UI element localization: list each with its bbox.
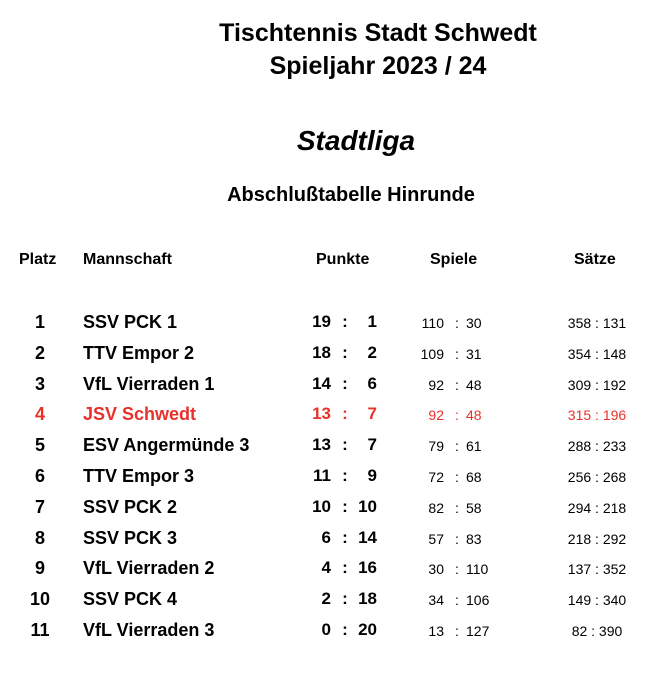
cell-punkte-plus: 6: [321, 528, 331, 547]
column-header-saetze: Sätze: [574, 251, 616, 268]
cell-spiele-minus: 127: [466, 623, 490, 639]
cell-spiele-separator: :: [455, 346, 459, 362]
cell-spiele-plus: 72: [428, 469, 444, 485]
cell-mannschaft: SSV PCK 3: [83, 528, 178, 548]
cell-spiele-plus: 79: [428, 438, 444, 454]
cell-saetze: 256 : 268: [567, 469, 627, 485]
cell-punkte-separator: :: [342, 497, 348, 516]
cell-saetze: 82 : 390: [571, 623, 623, 639]
cell-mannschaft: SSV PCK 1: [83, 312, 178, 332]
cell-platz: 11: [30, 620, 50, 640]
cell-punkte-plus: 10: [312, 497, 331, 516]
cell-platz: 5: [34, 435, 45, 455]
cell-spiele-separator: :: [455, 561, 459, 577]
cell-punkte-plus: 4: [321, 558, 331, 577]
cell-mannschaft: TTV Empor 2: [83, 343, 195, 363]
cell-mannschaft: ESV Angermünde 3: [83, 435, 250, 455]
column-header-punkte: Punkte: [316, 251, 370, 268]
cell-punkte-minus: 7: [367, 404, 377, 423]
table-subtitle: Abschlußtabelle Hinrunde: [227, 184, 475, 206]
cell-punkte-separator: :: [342, 374, 348, 393]
cell-spiele-separator: :: [455, 377, 459, 393]
cell-punkte-separator: :: [342, 312, 348, 331]
cell-spiele-plus: 110: [421, 315, 444, 331]
cell-punkte-plus: 11: [313, 466, 331, 485]
cell-punkte-minus: 9: [367, 466, 377, 485]
cell-mannschaft: TTV Empor 3: [83, 466, 195, 486]
cell-saetze: 137 : 352: [567, 561, 627, 577]
cell-spiele-minus: 31: [466, 346, 482, 362]
cell-platz: 10: [29, 589, 51, 609]
cell-spiele-plus: 92: [428, 407, 444, 423]
cell-platz: 9: [34, 558, 45, 578]
cell-spiele-minus: 83: [466, 531, 482, 547]
cell-platz: 1: [34, 312, 45, 332]
cell-punkte-minus: 7: [367, 435, 377, 454]
cell-punkte-minus: 18: [358, 589, 377, 608]
cell-spiele-plus: 57: [428, 531, 444, 547]
cell-spiele-minus: 61: [466, 438, 482, 454]
league-title: Stadtliga: [296, 125, 416, 156]
season-title: Spieljahr 2023 / 24: [269, 52, 487, 80]
table-row: [0, 589, 658, 619]
cell-platz: 3: [34, 374, 45, 394]
table-row: [0, 620, 658, 650]
cell-mannschaft: VfL Vierraden 3: [83, 620, 215, 640]
cell-spiele-separator: :: [455, 315, 459, 331]
cell-punkte-separator: :: [342, 466, 348, 485]
cell-punkte-separator: :: [342, 620, 348, 639]
cell-spiele-minus: 48: [466, 407, 482, 423]
cell-saetze: 309 : 192: [567, 377, 627, 393]
table-row: [0, 343, 658, 373]
cell-mannschaft: JSV Schwedt: [83, 404, 197, 424]
table-row: [0, 497, 658, 527]
cell-spiele-separator: :: [455, 469, 459, 485]
cell-punkte-plus: 0: [321, 620, 331, 639]
cell-spiele-separator: :: [455, 407, 459, 423]
cell-spiele-minus: 30: [466, 315, 482, 331]
table-row: [0, 466, 658, 496]
cell-mannschaft: SSV PCK 4: [83, 589, 178, 609]
cell-punkte-plus: 13: [312, 404, 331, 423]
cell-saetze: 315 : 196: [567, 407, 627, 423]
cell-punkte-separator: :: [342, 558, 348, 577]
cell-mannschaft: SSV PCK 2: [83, 497, 178, 517]
cell-punkte-plus: 19: [312, 312, 331, 331]
cell-spiele-separator: :: [455, 438, 459, 454]
cell-spiele-plus: 34: [428, 592, 444, 608]
cell-saetze: 218 : 292: [567, 531, 627, 547]
cell-punkte-plus: 2: [321, 589, 331, 608]
column-header-spiele: Spiele: [430, 251, 478, 268]
cell-saetze: 149 : 340: [567, 592, 627, 608]
cell-platz: 7: [34, 497, 45, 517]
cell-punkte-minus: 1: [367, 312, 377, 331]
cell-platz: 8: [34, 528, 45, 548]
cell-platz: 6: [34, 466, 45, 486]
cell-punkte-plus: 13: [312, 435, 331, 454]
page-title: Tischtennis Stadt Schwedt: [219, 19, 537, 47]
cell-saetze: 288 : 233: [567, 438, 627, 454]
cell-punkte-separator: :: [342, 528, 348, 547]
table-row: [0, 374, 658, 404]
cell-spiele-minus: 48: [466, 377, 482, 393]
cell-spiele-plus: 13: [428, 623, 444, 639]
table-row: [0, 435, 658, 465]
cell-punkte-minus: 16: [358, 558, 377, 577]
table-row: [0, 404, 658, 434]
cell-spiele-separator: :: [455, 623, 459, 639]
cell-spiele-minus: 58: [466, 500, 482, 516]
cell-spiele-minus: 68: [466, 469, 482, 485]
cell-spiele-minus: 110: [466, 561, 489, 577]
cell-spiele-plus: 30: [428, 561, 444, 577]
cell-punkte-plus: 18: [312, 343, 331, 362]
cell-punkte-minus: 20: [358, 620, 377, 639]
cell-mannschaft: VfL Vierraden 2: [83, 558, 215, 578]
table-row: [0, 528, 658, 558]
cell-saetze: 294 : 218: [567, 500, 627, 516]
cell-platz: 2: [34, 343, 45, 363]
cell-punkte-minus: 10: [358, 497, 377, 516]
cell-spiele-separator: :: [455, 500, 459, 516]
cell-spiele-separator: :: [455, 592, 459, 608]
cell-spiele-plus: 82: [428, 500, 444, 516]
cell-punkte-minus: 2: [367, 343, 377, 362]
cell-punkte-plus: 14: [312, 374, 331, 393]
column-header-mannschaft: Mannschaft: [83, 251, 172, 268]
cell-platz: 4: [34, 404, 45, 424]
cell-punkte-minus: 14: [358, 528, 377, 547]
cell-punkte-separator: :: [342, 435, 348, 454]
table-row: [0, 312, 658, 342]
cell-saetze: 358 : 131: [567, 315, 627, 331]
cell-mannschaft: VfL Vierraden 1: [83, 374, 215, 394]
cell-spiele-plus: 109: [420, 346, 444, 362]
cell-spiele-separator: :: [455, 531, 459, 547]
column-header-platz: Platz: [19, 251, 57, 268]
cell-spiele-minus: 106: [466, 592, 490, 608]
cell-punkte-minus: 6: [367, 374, 377, 393]
cell-spiele-plus: 92: [428, 377, 444, 393]
cell-saetze: 354 : 148: [567, 346, 627, 362]
cell-punkte-separator: :: [342, 589, 348, 608]
cell-punkte-separator: :: [342, 343, 348, 362]
cell-punkte-separator: :: [342, 404, 348, 423]
table-row: [0, 558, 658, 588]
